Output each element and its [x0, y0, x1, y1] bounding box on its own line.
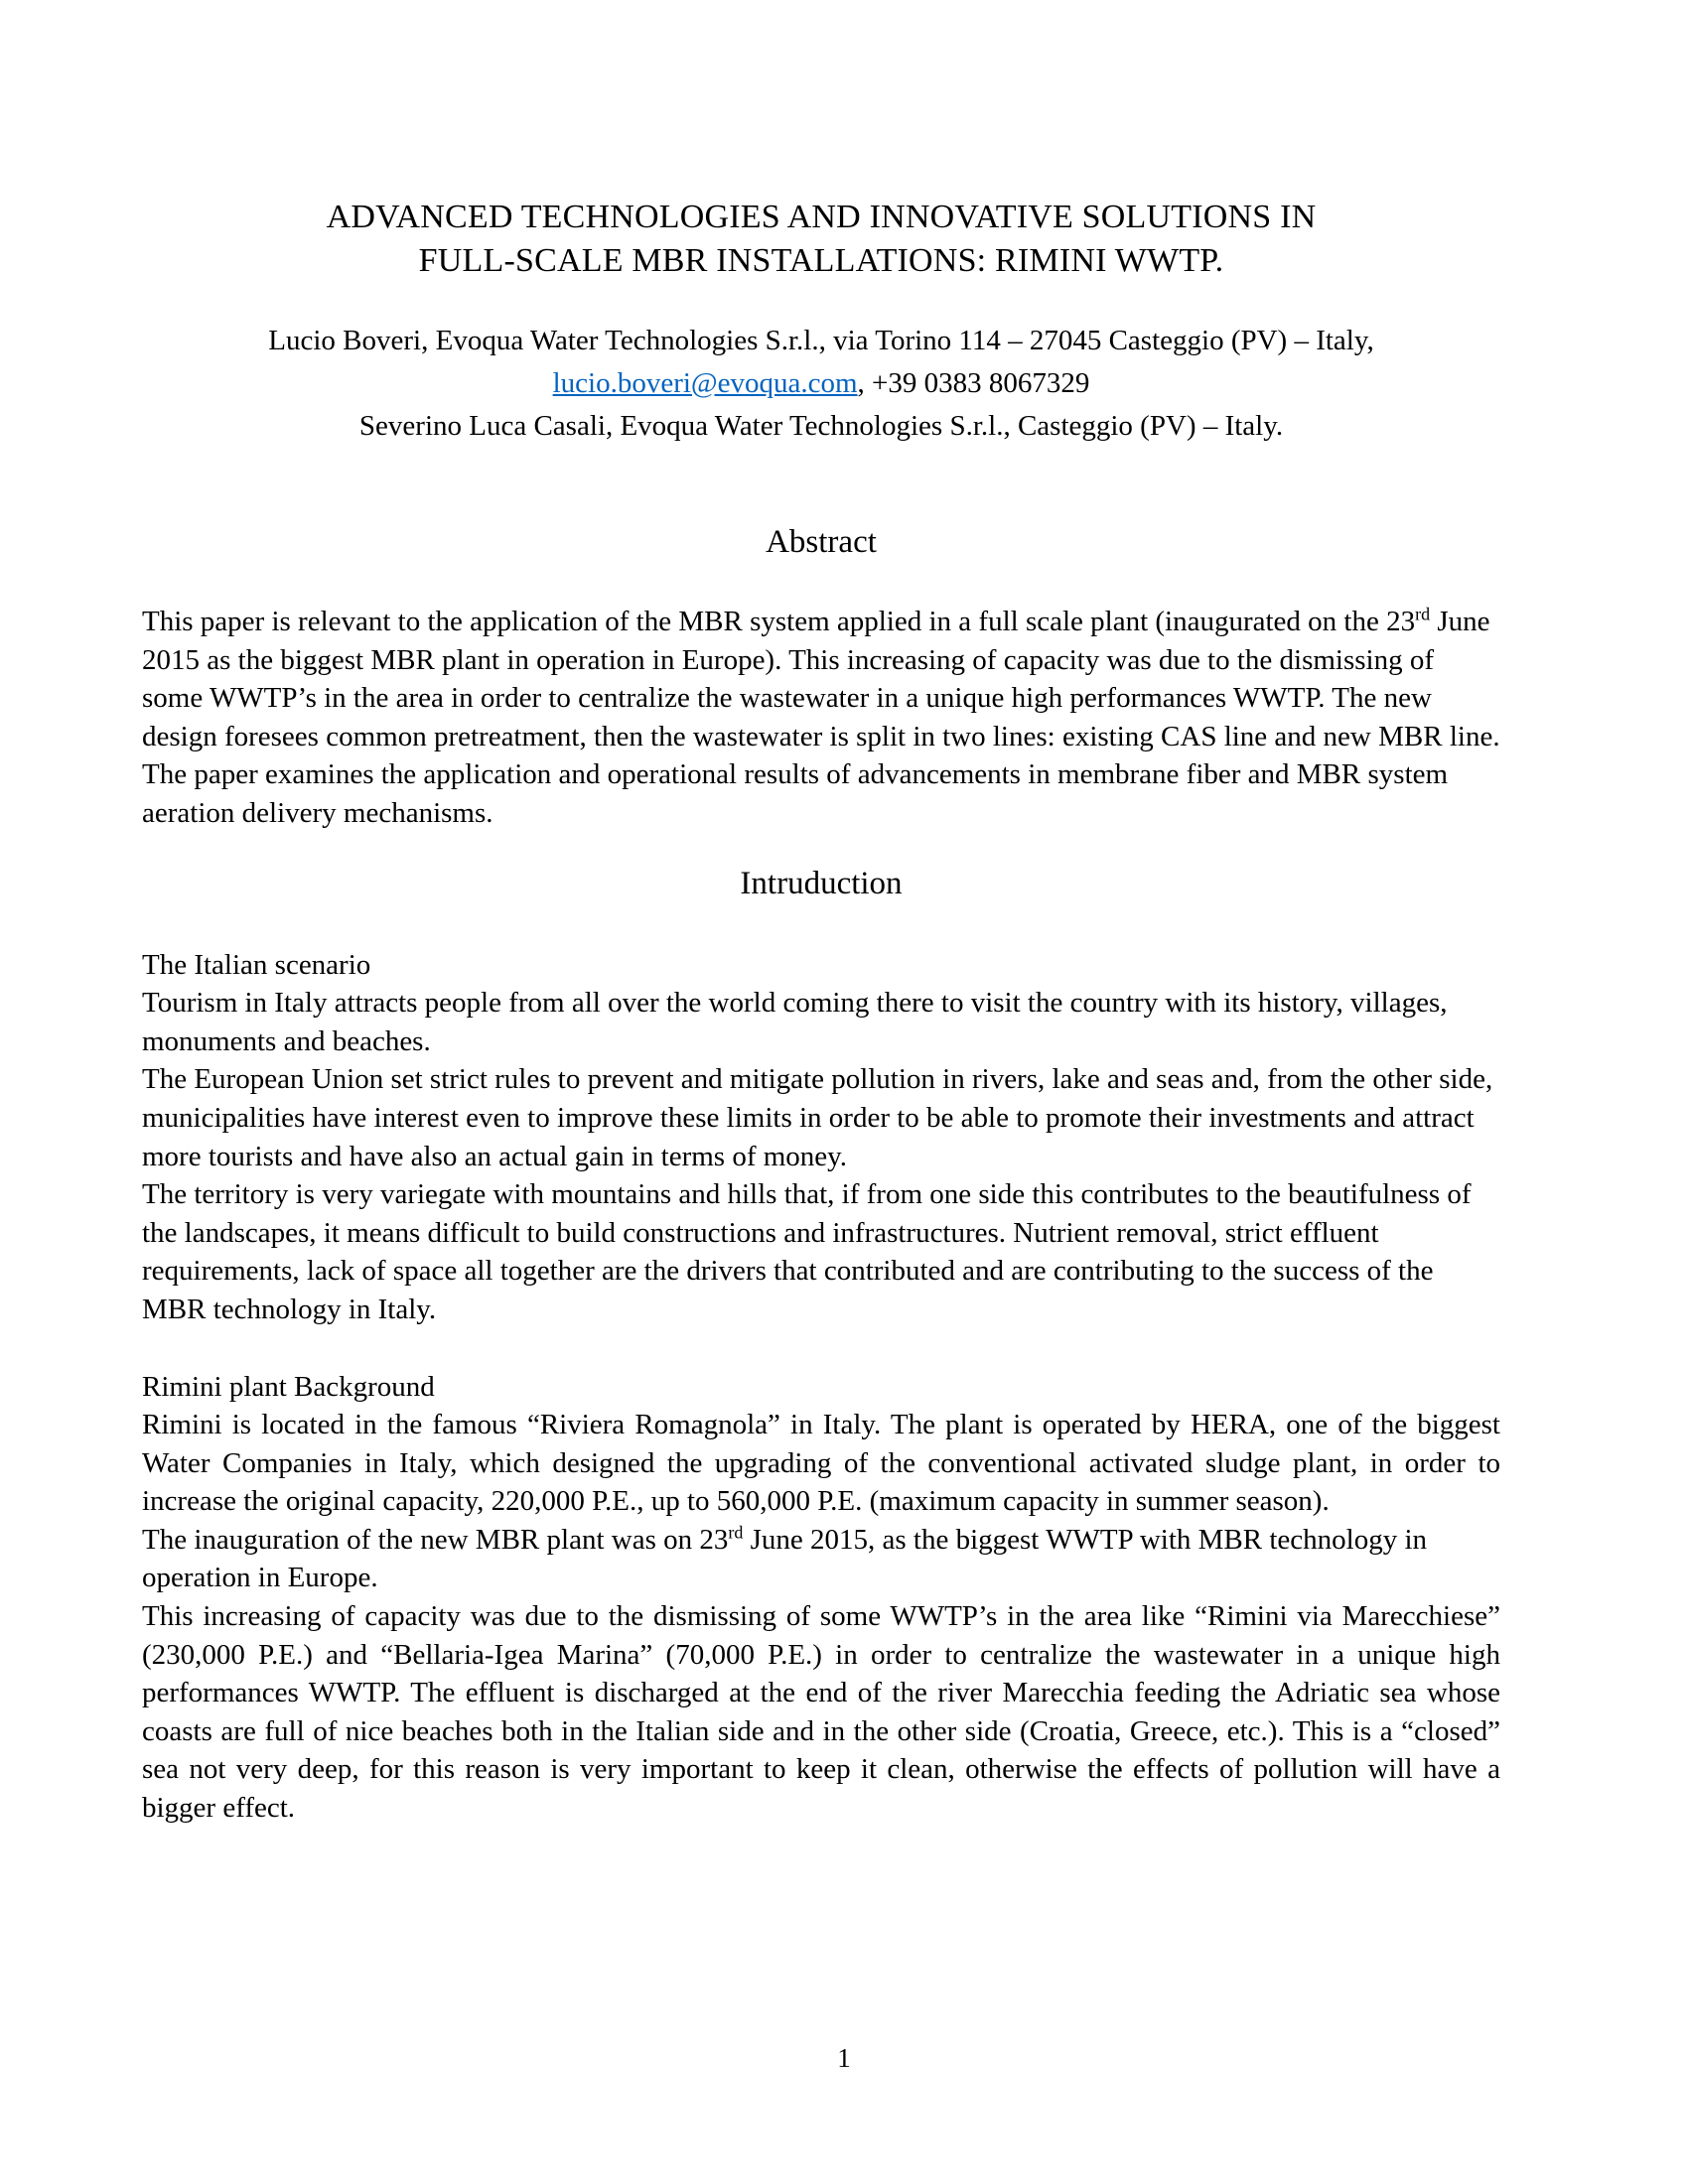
page-number: 1 [837, 2043, 851, 2073]
paper-title-line-2: FULL-SCALE MBR INSTALLATIONS: RIMINI WWTP. [418, 242, 1224, 279]
phone-text: , +39 0383 8067329 [857, 367, 1090, 399]
introduction-heading: Intruduction [740, 865, 903, 901]
rimini-paragraph-2-part-1: The inauguration of the new MBR plant was on 23 [142, 1523, 729, 1556]
rimini-paragraph-2-part-2: June 2015, as the biggest WWTP with MBR technology in operation in Europe. [142, 1523, 1428, 1594]
ordinal-superscript: rd [728, 1522, 744, 1543]
italian-scenario-subsection [142, 946, 1500, 1329]
abstract-heading: Abstract [766, 524, 877, 560]
rimini-background-paragraph-1: Rimini is located in the famous “Riviera Romagnola” in Italy. The plant is operated by HERA, one of the biggest Water Companies in Italy, which designed the upgrading of the conventional activated sludge plant, in order to increase the original capacity, 220,000 P.E., up to 560,000 P.E. (maximum capacity in summer season). [142, 1409, 1500, 1518]
rimini-background-paragraph-2 [142, 1521, 1500, 1597]
author-affiliation-line-2: Severino Luca Casali, Evoqua Water Technologies S.r.l., Casteggio (PV) – Italy. [358, 410, 1284, 442]
italian-scenario-paragraph-1: Tourism in Italy attracts people from all over the world coming there to visit the country with its history, villages, monuments and beaches. [142, 987, 1448, 1057]
introduction-body [142, 946, 1500, 1828]
authors-block [142, 320, 1500, 448]
italian-scenario-paragraph-3: The territory is very variegate with mountains and hills that, if from one side this contributes to the beautifulness of the landscapes, it means difficult to build constructions and infrastructures. Nutrient removal, strict effluent requirements, lack of space all together are the drivers that contributed and are contributing to the success of the MBR technology in Italy. [142, 1178, 1472, 1325]
abstract-text-part-1: This paper is relevant to the application of the MBR system applied in a full scale plant (inaugurated on the 23 [142, 606, 1416, 637]
page-content [142, 0, 1500, 1828]
abstract-paragraph [142, 603, 1500, 833]
abstract-text-part-2: June 2015 as the biggest MBR plant in operation in Europe). This increasing of capacity was due to the dismissing of some WWTP’s in the area in order to centralize the wastewater in a unique high performances WWTP. The new design foresees common pretreatment, then the wastewater is split in two lines: existing CAS line and new MBR line. The paper examines the application and operational results of advancements in membrane fiber and MBR system aeration delivery mechanisms. [142, 606, 1500, 829]
email-link[interactable]: lucio.boveri@evoqua.com [552, 367, 858, 399]
italian-scenario-heading: The Italian scenario [142, 948, 371, 981]
paper-title-line-1: ADVANCED TECHNOLOGIES AND INNOVATIVE SOLUTIONS IN [326, 199, 1317, 235]
author-contact-line [142, 362, 1500, 405]
paper-title [142, 0, 1500, 283]
italian-scenario-paragraph-2: The European Union set strict rules to prevent and mitigate pollution in rivers, lake and seas and, from the other side, municipalities have interest even to improve these limits in order to be able to promote their investments and attract more tourists and have also an actual gain in terms of money. [142, 1063, 1493, 1172]
rimini-background-subsection [142, 1368, 1500, 1828]
rimini-background-heading: Rimini plant Background [142, 1370, 435, 1403]
rimini-background-paragraph-3: This increasing of capacity was due to the dismissing of some WWTP’s in the area like “Rimini via Marecchiese” (230,000 P.E.) and “Bellaria-Igea Marina” (70,000 P.E.) in order to centralize the wastewater in a unique high performances WWTP. The effluent is discharged at the end of the river Marecchia feeding the Adriatic sea whose coasts are full of nice beaches both in the Italian side and in the other side (Croatia, Greece, etc.). This is a “closed” sea not very deep, for this reason is very important to keep it clean, otherwise the effects of pollution will have a bigger effect. [142, 1600, 1500, 1825]
author-affiliation-line-1: Lucio Boveri, Evoqua Water Technologies S.r.l., via Torino 114 – 27045 Casteggio (PV) – Italy, [268, 325, 1374, 356]
ordinal-superscript: rd [1415, 604, 1431, 624]
